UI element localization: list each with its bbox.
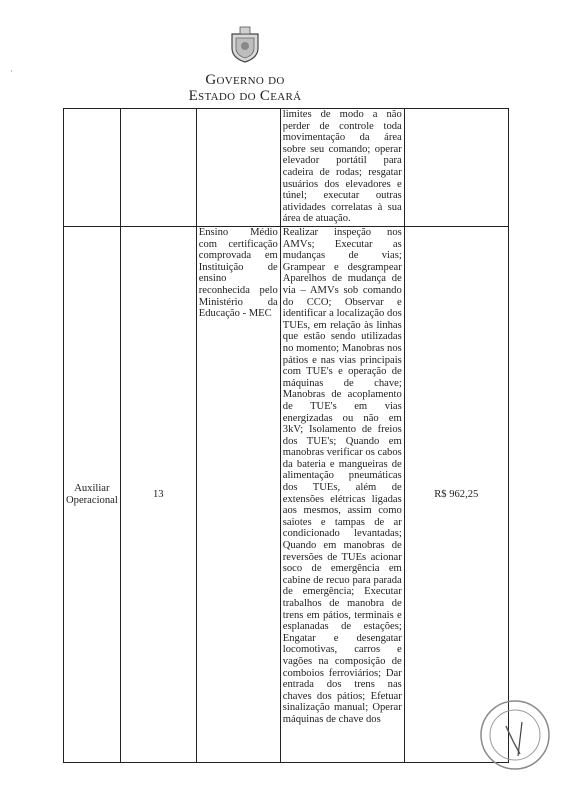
vacancies-cell: 13 [120,227,196,763]
table-row-continuation [64,109,509,227]
table-row-auxiliar-operacional [64,227,509,763]
attributions-cell: Realizar inspeção nos AMVs; Executar as mudanças de vias; Grampear e desgrampear Aparelhos de mudança de via – AMVs sob comando do CCO; Observar e identificar a localização dos TUEs, em relação às linhas que estão sendo utilizadas no momento; Manobras nos pátios e nas vias principais com TUE's e operação de máquinas de chave; Manobras de acoplamento de TUE's em vias energizadas ou não em 3kV; Isolamento de freios dos TUE's; Quando em manobras verificar os cabos da bateria e mangueiras de alimentação pneumáticas dos TUEs, além de extensões elétricas ligadas aos mesmos, assim como saiotes e tampas de ar condicionado levantadas; Quando em manobras de reversões de TUEs acionar soco de emergência em cabine de recuo para parada de emergência; Executar trabalhos de manobra de trens em pátios, terminais e esplanadas de estações; Engatar e desengatar locomotivas, carros e vagões na composição de comboios ferroviários; Dar entrada dos trens nas chaves dos pátios; Efetuar sinalização manual; Operar máquinas de chave dos [280,227,404,763]
official-stamp-icon [476,696,554,774]
table-cell [196,109,280,227]
state-coat-of-arms-icon [228,24,262,64]
margin-mark: · [10,66,13,76]
requirements-cell: Ensino Médio com certificação comprovada em Instituição de ensino reconhecida pelo Ministério da Educação - MEC [196,227,280,763]
table-cell [404,109,508,227]
attributions-continuation-cell: limites de modo a não perder de controle toda movimentação da área sobre seu comando; operar elevador portátil para cadeira de rodas; resgatar usuários dos elevadores e túnel; executar outras atividades correlatas à sua área de atuação. [280,109,404,227]
positions-table [63,108,509,763]
table-cell [120,109,196,227]
salary-cell: R$ 962,25 [404,227,508,763]
position-title-cell: Auxiliar Operacional [64,227,121,763]
government-header [150,72,340,104]
header-line-2: Estado do Ceará [188,88,302,104]
table-cell [64,109,121,227]
header-line-1: Governo do [205,72,285,88]
